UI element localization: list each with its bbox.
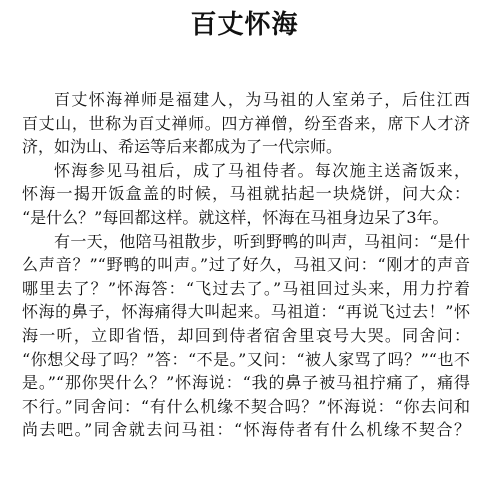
text-line: 是。”“那你哭什么？”怀海说：“我的鼻子被马祖拧痛了，痛得 xyxy=(22,373,470,393)
text-line: 济，如沩山、希运等后来都成为了一代宗师。 xyxy=(22,137,343,157)
page-title: 百丈怀海 xyxy=(190,10,299,40)
text-line: 怀海一揭开饭盒盖的时候，马祖就拈起一块烧饼，问大众： xyxy=(22,184,470,204)
text-line: 百丈怀海禅师是福建人，为马祖的人室弟子，后住江西 xyxy=(54,90,470,109)
text-line: 哪里去了？”怀海答：“飞过去了。”马祖回过头来，用力拧着 xyxy=(22,278,470,298)
text-line: 百丈山，世称为百丈禅师。四方禅僧，纷至沓来，席下人才济 xyxy=(22,113,470,133)
text-line: “你想父母了吗？”答：“不是。”又问：“被人家骂了吗？”“也不 xyxy=(22,349,470,369)
text-line: 怀海的鼻子，怀海痛得大叫起来。马祖道：“再说飞过去！”怀 xyxy=(22,302,470,322)
text-line: “是什么？”每回都这样。就这样，怀海在马祖身边呆了3年。 xyxy=(22,207,449,227)
text-line: 么声音？”“野鸭的叫声。”过了好久，马祖又问：“刚才的声音 xyxy=(22,255,470,275)
text-line: 海一听，立即省悟，却回到侍者宿舍里哀号大哭。同舍问： xyxy=(22,325,470,345)
text-line: 怀海参见马祖后，成了马祖侍者。每次施主送斋饭来， xyxy=(54,160,470,180)
text-line: 不行。”同舍问：“有什么机缘不契合吗？”怀海说：“你去问和 xyxy=(22,396,470,416)
text-line: 尚去吧。”同舍就去问马祖：“怀海侍者有什么机缘不契合？ xyxy=(22,420,470,440)
article-body xyxy=(22,88,470,442)
text-line: 有一天，他陪马祖散步，听到野鸭的叫声，马祖问：“是什 xyxy=(54,231,470,251)
